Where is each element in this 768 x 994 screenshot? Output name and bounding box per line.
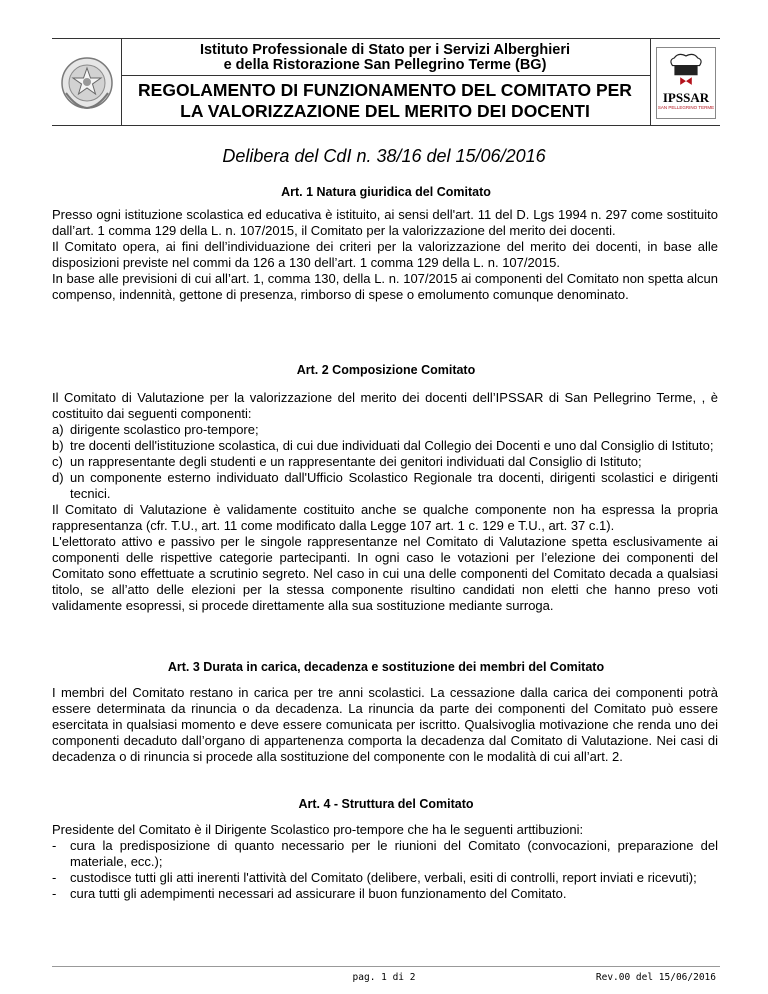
- art2-body: [52, 390, 718, 614]
- art4-body: [52, 822, 718, 902]
- art4-title: Art. 4 - Struttura del Comitato: [298, 797, 474, 811]
- art2-item-b: b) tre docenti dell'istituzione scolastica, di cui due individuati dal Collegio dei Docenti e uno dal Consiglio di Istituto;: [52, 438, 714, 453]
- title-line-1: REGOLAMENTO DI FUNZIONAMENTO DEL COMITATO PER: [138, 80, 632, 100]
- header-separator: [122, 75, 650, 76]
- art2-item-a: a) dirigente scolastico pro-tempore;: [52, 422, 259, 437]
- page-number: pag. 1 di 2: [352, 972, 416, 983]
- art2-title: Art. 2 Composizione Comitato: [296, 363, 476, 377]
- art3-body: [52, 685, 718, 765]
- header-divider-right: [650, 39, 651, 125]
- footer-rule: [52, 966, 720, 967]
- art4-intro: Presidente del Comitato è il Dirigente Scolastico pro-tempore che ha le seguenti arttibuzioni:: [52, 822, 584, 837]
- art4-item-3: - cura tutti gli adempimenti necessari ad assicurare il buon funzionamento del Comitato.: [52, 886, 567, 901]
- art3-paragraph-1: I membri del Comitato restano in carica per tre anni scolastici. La cessazione dalla carica dei componenti potrà essere determinata da rinuncia o da decadenza. La rinuncia da parte dei componenti del Comitato può essere esercitata in qualsiasi momento e deve essere comunicata per iscritto. Qualsivoglia motivazione che renda uno dei componenti decaduto dall’organo di appartenenza comporta la decadenza dal Comitato di Valutazione. Nei casi di decadenza o di rinuncia si procede alla sostituzione del componente con le modalità di cui all’art. 2.: [52, 685, 718, 764]
- revision-label: Rev.00 del 15/06/2016: [595, 972, 716, 983]
- ipssar-logo-text: IPSSAR: [662, 90, 710, 105]
- institute-line-1: Istituto Professionale di Stato per i Servizi Alberghieri: [199, 42, 571, 58]
- art4-item-2: - custodisce tutti gli atti inerenti l'attività del Comitato (delibere, verbali, esiti di controlli, report inviati e ricevuti);: [52, 870, 697, 885]
- art4-item-1: - cura la predisposizione di quanto necessario per le riunioni del Comitato (convocazioni, preparazione del materiale, ecc.);: [52, 838, 718, 869]
- title-line-2: LA VALORIZZAZIONE DEL MERITO DEI DOCENTI: [180, 101, 590, 121]
- art2-item-c: c) un rappresentante degli studenti e un rappresentante dei genitori individuati dal Consiglio di Istituto;: [52, 454, 642, 469]
- art2-item-d: d) un componente esterno individuato dall'Ufficio Scolastico Regionale tra docenti, dirigenti scolastici e dirigenti tecnici.: [52, 470, 718, 501]
- institute-line-2: e della Ristorazione San Pellegrino Terme (BG): [223, 57, 547, 73]
- ipssar-logo-subtext: SAN PELLEGRINO TERME: [657, 105, 715, 110]
- document-header: [52, 38, 720, 126]
- art2-paragraph-3: L'elettorato attivo e passivo per le singole rappresentanze nel Comitato di Valutazione spetta esclusivamente ai componenti delle rispettive categorie partecipanti. In ogni caso le votazioni per l’elezione dei componenti del Comitato sono effettuate a scrutinio segreto. Nel caso in cui una delle componenti del Comitato decada a qualsiasi titolo, se all’atto delle elezioni per la stessa componente risultino candidati non eletti che hanno preso voti validamente esopressi, si procede direttamente alla sua sostituzione mediante surroga.: [52, 534, 718, 613]
- delibera-line: Delibera del CdI n. 38/16 del 15/06/2016: [222, 146, 546, 166]
- art2-intro: Il Comitato di Valutazione per la valorizzazione del merito dei docenti dell’IPSSAR di San Pellegrino Terme, , è costituito dai seguenti componenti:: [52, 390, 718, 421]
- art1-title: Art. 1 Natura giuridica del Comitato: [281, 185, 491, 199]
- art1-paragraph-3: In base alle previsioni di cui all’art. 1, comma 130, della L. n. 107/2015 ai componenti del Comitato non spetta alcun compenso, indennità, gettone di presenza, rimborso di spese o emolumento comunque denominato.: [52, 271, 718, 302]
- italian-republic-emblem-icon: [58, 53, 116, 111]
- art3-title: Art. 3 Durata in carica, decadenza e sostituzione dei membri del Comitato: [167, 660, 605, 674]
- art1-body: [52, 207, 718, 303]
- ipssar-logo: [656, 47, 716, 119]
- regulation-title: [122, 80, 648, 122]
- art2-paragraph-2: Il Comitato di Valutazione è validamente costituito anche se qualche componente non ha espressa la propria rappresentanza (cfr. T.U., art. 11 come modificato dalla Legge 107 art. 1 c. 129 e T.U., art. 37 c.1).: [52, 502, 718, 533]
- art1-paragraph-1: Presso ogni istituzione scolastica ed educativa è istituito, ai sensi dell'art. 11 del D. Lgs 1994 n. 297 come sostituito dall’art. 1 comma 129 della L. n. 107/2015, il Comitato per la valorizzazione del merito dei docenti.: [52, 207, 718, 238]
- art1-paragraph-2: Il Comitato opera, ai fini dell’individuazione dei criteri per la valorizzazione del merito dei docenti, in base alle disposizioni previste nel commi da 126 a 130 dell’art. 1 comma 129 della L. n. 107/2015.: [52, 239, 718, 270]
- institute-name: [122, 43, 648, 73]
